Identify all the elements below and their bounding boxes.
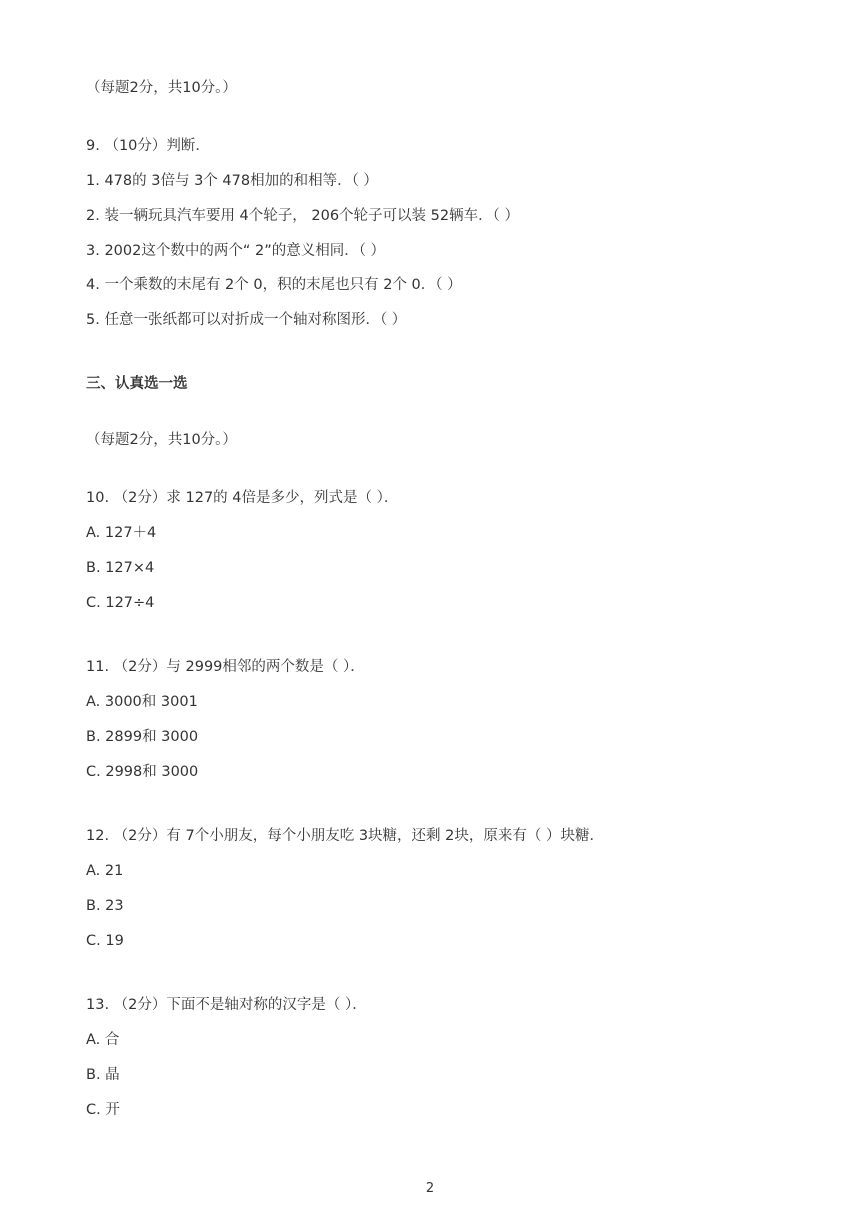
question-9-item-4: 4. 一个乘数的末尾有 2个 0，积的末尾也只有 2个 0．（ ） xyxy=(86,277,462,293)
page-number: 2 xyxy=(425,1181,435,1196)
question-13-option-c: C. 开 xyxy=(86,1102,120,1118)
question-10-option-a: A. 127＋4 xyxy=(86,525,157,541)
question-11-option-b: B. 2899和 3000 xyxy=(86,729,199,745)
question-13-stem: 13. （2分）下面不是轴对称的汉字是（ ）． xyxy=(86,997,367,1013)
section-title-choose: 三、认真选一选 xyxy=(86,376,188,392)
question-9-item-1: 1. 478的 3倍与 3个 478相加的和相等．（ ） xyxy=(86,173,378,189)
question-12-option-c: C. 19 xyxy=(86,933,124,949)
question-11-stem: 11. （2分）与 2999相邻的两个数是（ ）． xyxy=(86,659,365,675)
question-12-option-a: A. 21 xyxy=(86,863,124,879)
question-13-option-a: A. 合 xyxy=(86,1032,120,1048)
question-12-option-b: B. 23 xyxy=(86,898,124,914)
question-13-option-b: B. 晶 xyxy=(86,1067,120,1083)
question-10-option-c: C. 127÷4 xyxy=(86,595,155,611)
question-10-option-b: B. 127×4 xyxy=(86,560,155,576)
question-10-stem: 10. （2分）求 127的 4倍是多少，列式是（ ）． xyxy=(86,490,399,506)
question-11-option-a: A. 3000和 3001 xyxy=(86,694,198,710)
question-11-option-c: C. 2998和 3000 xyxy=(86,764,199,780)
question-9-item-3: 3. 2002这个数中的两个“ 2”的意义相同．（ ） xyxy=(86,243,386,259)
section-note-choose: （每题2分，共10分。） xyxy=(86,432,237,448)
question-9-item-2: 2. 装一辆玩具汽车要用 4个轮子， 206个轮子可以装 52辆车．（ ） xyxy=(86,208,519,224)
question-12-stem: 12. （2分）有 7个小朋友，每个小朋友吃 3块糖，还剩 2块，原来有（ ）块糖． xyxy=(86,828,605,844)
section-note-judge: （每题2分，共10分。） xyxy=(86,80,237,96)
question-9-stem: 9. （10分）判断． xyxy=(86,138,210,154)
question-9-item-5: 5. 任意一张纸都可以对折成一个轴对称图形．（ ） xyxy=(86,312,407,328)
